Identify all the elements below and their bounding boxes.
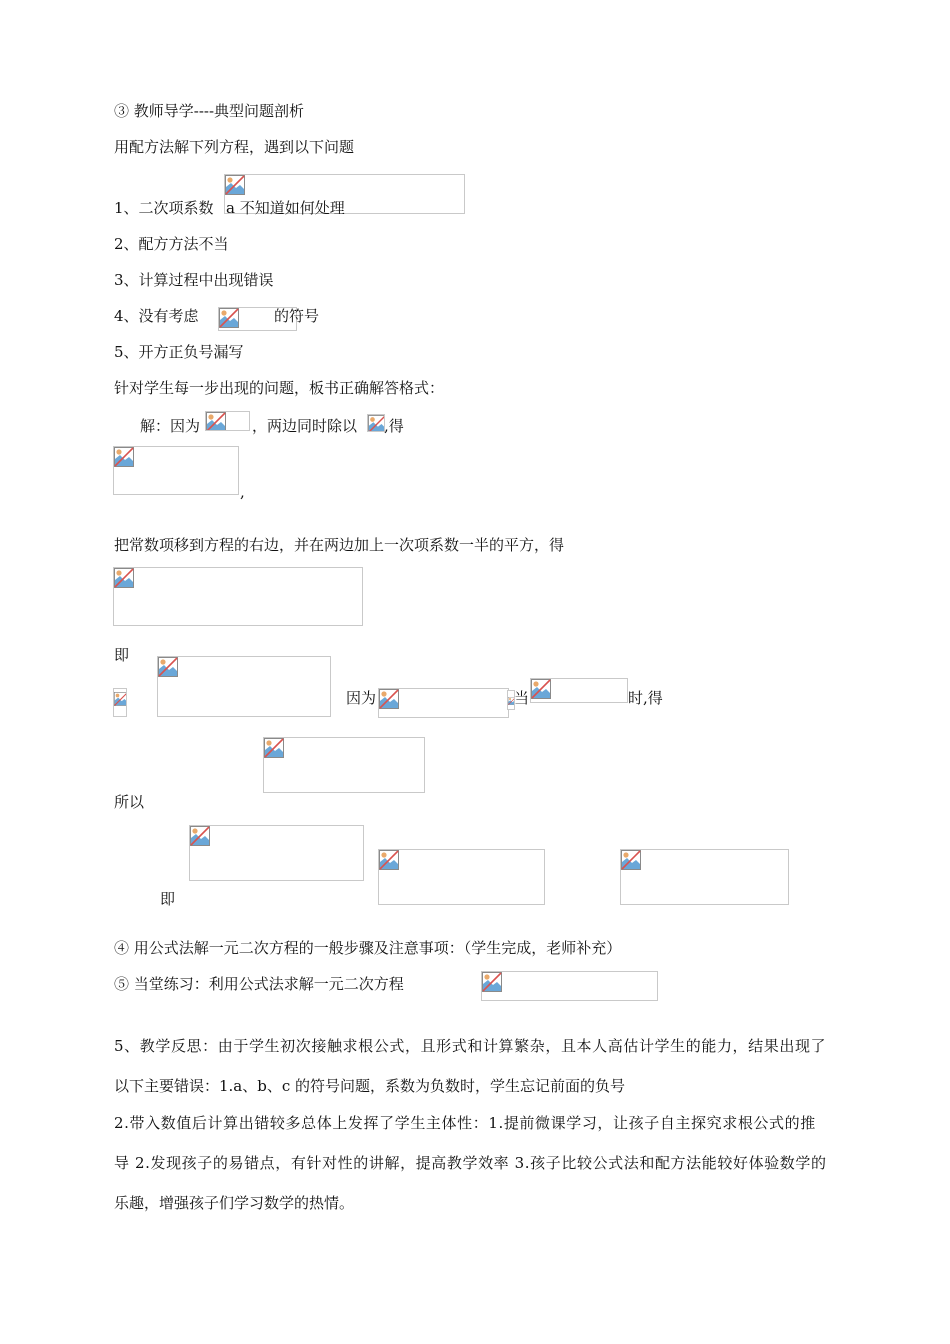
equation-image xyxy=(530,678,628,703)
broken-image-icon xyxy=(379,689,399,709)
equation-image xyxy=(481,971,658,1001)
equation-image xyxy=(263,737,425,793)
section3-intro: 用配方法解下列方程，遇到以下问题 xyxy=(114,138,355,156)
equation-image xyxy=(205,411,250,431)
solution-step1-a: 解：因为 xyxy=(140,417,201,435)
reflection-line-3: 2.带入数值后计算出错较多总体上发挥了学生主体性：1.提前微课学习，让孩子自主探究求根公式的推 xyxy=(114,1114,816,1132)
broken-image-icon xyxy=(621,850,641,870)
section3-title: ③ 教师导学----典型问题剖析 xyxy=(114,102,305,120)
ji-label-1: 即 xyxy=(114,646,130,664)
solution-step1-c: ,得 xyxy=(384,417,404,435)
broken-image-icon xyxy=(114,689,127,709)
reflection-line-2: 以下主要错误：1.a、b、c 的符号问题，系数为负数时，学生忘记前面的负号 xyxy=(114,1077,626,1095)
broken-image-icon xyxy=(264,738,284,758)
problem-2-text: 2、配方方法不当 xyxy=(114,235,229,253)
problem-1-tail: a 不知道如何处理 xyxy=(226,199,345,217)
equation-image xyxy=(113,688,127,717)
reflection-line-1: 5、教学反思：由于学生初次接触求根公式，且形式和计算繁杂，且本人高估计学生的能力，结果出现了 xyxy=(114,1037,827,1055)
when-tail: 时,得 xyxy=(628,689,663,707)
equation-image xyxy=(378,849,545,905)
problem-3-text: 3、计算过程中出现错误 xyxy=(114,271,274,289)
broken-image-icon xyxy=(206,412,226,431)
board-intro: 针对学生每一步出现的问题，板书正确解答格式： xyxy=(114,379,445,397)
broken-image-icon xyxy=(482,972,502,992)
broken-image-icon xyxy=(158,657,178,677)
broken-image-icon xyxy=(114,568,134,588)
broken-image-icon xyxy=(379,850,399,870)
equation-image xyxy=(367,414,385,432)
solution-step2: 把常数项移到方程的右边，并在两边加上一次项系数一半的平方，得 xyxy=(114,536,565,554)
problem-4-text: 4、没有考虑 xyxy=(114,307,199,325)
broken-image-icon xyxy=(368,415,385,432)
ji-label-2: 即 xyxy=(160,890,176,908)
reflection-line-4: 导 2.发现孩子的易错点，有针对性的讲解，提高教学效率 3.孩子比较公式法和配方法能较好体验数学的 xyxy=(114,1154,827,1172)
problem-5-text: 5、开方正负号漏写 xyxy=(114,343,244,361)
equation-image xyxy=(189,825,364,881)
broken-image-icon xyxy=(190,826,210,846)
equation-image xyxy=(113,446,239,495)
broken-image-icon xyxy=(219,308,239,328)
equation-image xyxy=(620,849,789,905)
broken-image-icon xyxy=(225,175,245,195)
because-label: 因为 xyxy=(346,689,377,707)
comma: , xyxy=(240,483,245,501)
when-label: 当 xyxy=(514,689,530,707)
section5-text: ⑤ 当堂练习：利用公式法求解一元二次方程 xyxy=(114,975,404,993)
so-label: 所以 xyxy=(114,793,145,811)
problem-1-text: 1、二次项系数 xyxy=(114,199,214,217)
equation-image xyxy=(113,567,363,626)
section4-text: ④ 用公式法解一元二次方程的一般步骤及注意事项：（学生完成，老师补充） xyxy=(114,939,622,957)
broken-image-icon xyxy=(531,679,551,699)
equation-image xyxy=(157,656,331,717)
solution-step1-b: ，两边同时除以 xyxy=(252,417,358,435)
broken-image-icon xyxy=(114,447,134,467)
reflection-line-5: 乐趣，增强孩子们学习数学的热情。 xyxy=(114,1194,355,1212)
problem-4-tail: 的符号 xyxy=(274,307,320,325)
equation-image xyxy=(378,688,509,718)
